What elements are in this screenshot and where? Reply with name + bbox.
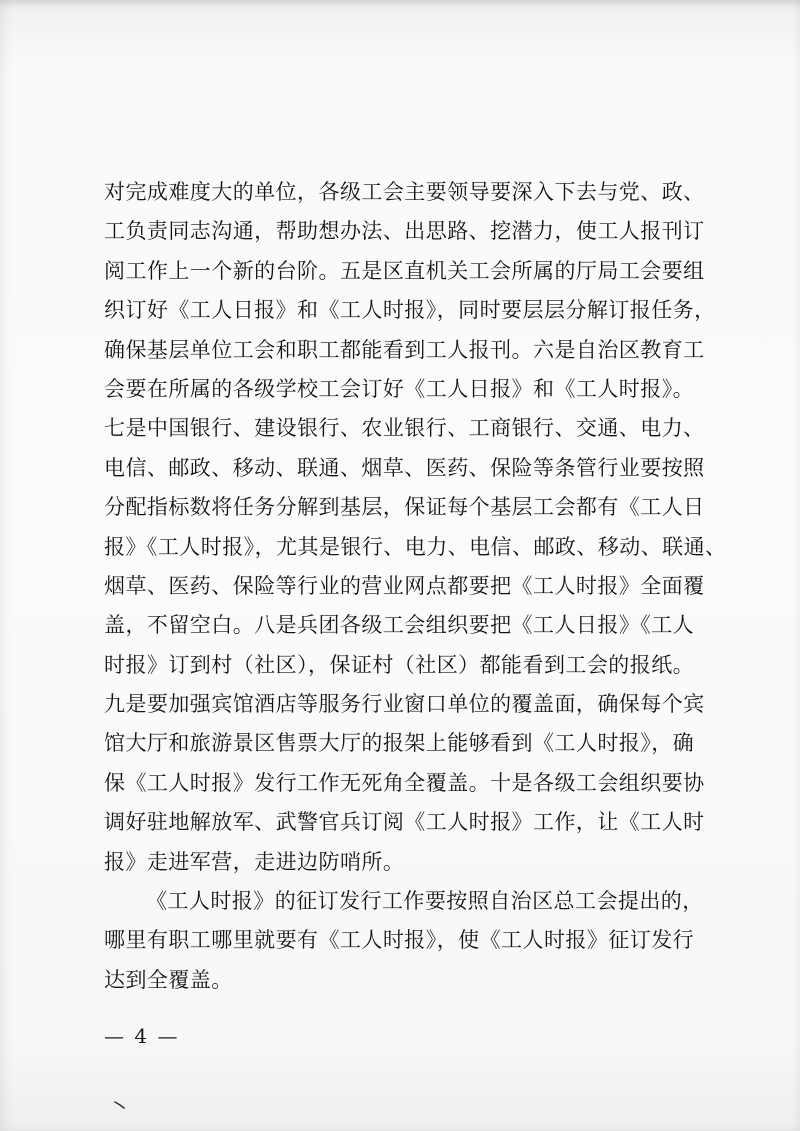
page-number: — 4 — [104, 1024, 180, 1048]
text-line: 调好驻地解放军、武警官兵订阅《工人时报》工作，让《工人时 [104, 810, 705, 835]
text-line: 九是要加强宾馆酒店等服务行业窗口单位的覆盖面，确保每个宾 [104, 692, 705, 717]
paragraph-start-line: 《工人时报》的征订发行工作要按照自治区总工会提出的， [146, 889, 704, 914]
text-line: 七是中国银行、建设银行、农业银行、工商银行、交通、电力、 [104, 416, 705, 441]
text-line: 分配指标数将任务分解到基层，保证每个基层工会都有《工人日 [104, 495, 705, 520]
text-line: 会要在所属的各级学校工会订好《工人日报》和《工人时报》。 [104, 376, 695, 401]
text-line: 盖，不留空白。八是兵团各级工会组织要把《工人日报》《工人 [104, 613, 695, 638]
text-line: 电信、邮政、移动、联通、烟草、医药、保险等条管行业要按照 [104, 455, 705, 480]
text-line: 确保基层单位工会和职工都能看到工人报刊。六是自治区教育工 [104, 337, 705, 362]
text-line: 阅工作上一个新的台阶。五是区直机关工会所属的厅局工会要组 [104, 258, 705, 283]
text-line: 哪里有职工哪里就要有《工人时报》，使《工人时报》征订发行 [104, 928, 695, 953]
text-line: 织订好《工人日报》和《工人时报》，同时要层层分解订报任务， [104, 298, 716, 323]
text-line: 报》走进军营，走进边防哨所。 [104, 849, 405, 874]
text-line: 保《工人时报》发行工作无死角全覆盖。十是各级工会组织要协 [104, 770, 705, 795]
text-line: 达到全覆盖。 [104, 967, 233, 992]
text-line: 报》《工人时报》，尤其是银行、电力、电信、邮政、移动、联通、 [104, 534, 727, 559]
scan-shadow [0, 0, 800, 10]
scan-speck-icon [114, 1100, 126, 1110]
document-body [104, 173, 727, 1000]
text-line: 工负责同志沟通，帮助想办法、出思路、挖潜力，使工人报刊订 [104, 219, 705, 244]
text-line: 烟草、医药、保险等行业的营业网点都要把《工人时报》全面覆 [104, 573, 705, 598]
text-line: 对完成难度大的单位，各级工会主要领导要深入下去与党、政、 [104, 180, 705, 204]
text-line: 时报》订到村（社区），保证村（社区）都能看到工会的报纸。 [104, 652, 695, 677]
text-line: 馆大厅和旅游景区售票大厅的报架上能够看到《工人时报》，确 [104, 731, 695, 756]
